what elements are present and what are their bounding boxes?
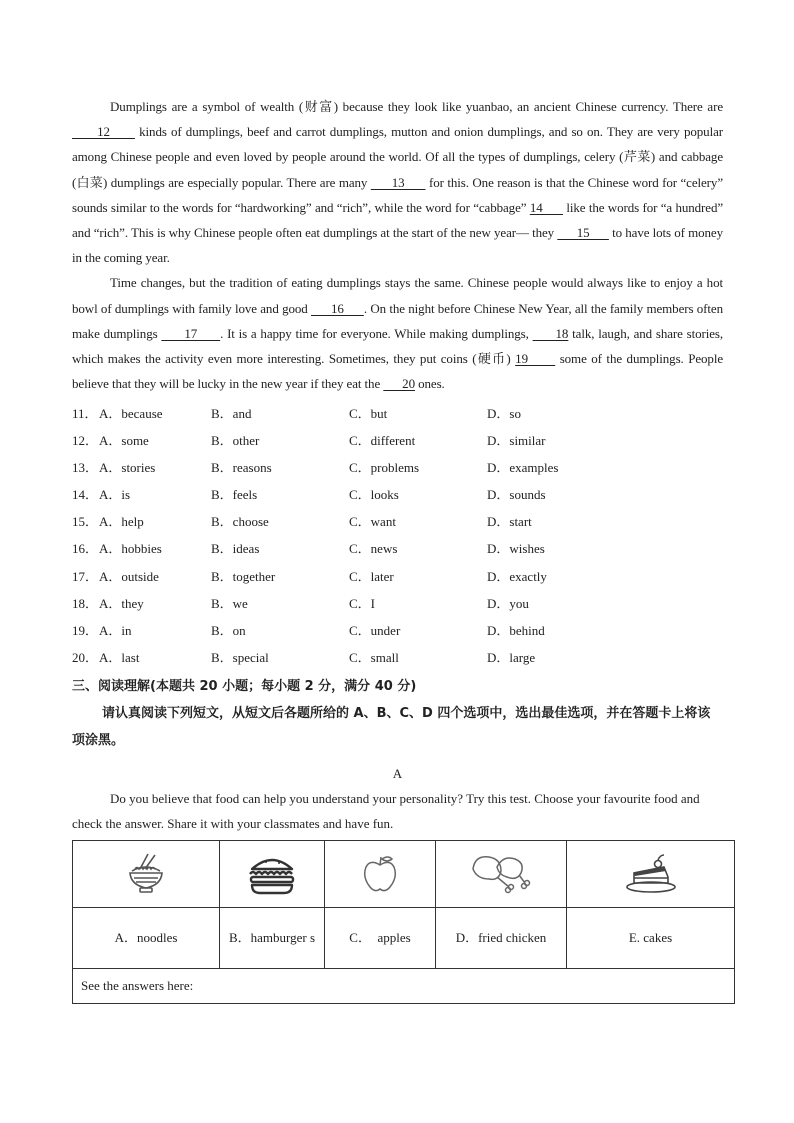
option-b: B．special: [211, 650, 269, 666]
food-table: [72, 840, 735, 1004]
section-heading: 三、阅读理解(本题共 20 小题；每小题 2 分，满分 40 分): [72, 679, 417, 695]
question-number: 11．: [72, 405, 98, 421]
option-d: D．similar: [487, 432, 546, 448]
option-b: B．feels: [211, 487, 258, 503]
option-c: C．problems: [349, 459, 420, 475]
food-label-apples: C． apples: [325, 908, 436, 969]
question-number: 12．: [72, 432, 99, 448]
question-number: 13．: [72, 459, 99, 475]
option-c: C．looks: [349, 487, 399, 503]
see-answers-text: See the answers here:: [73, 969, 735, 1004]
icon-cell: [325, 841, 436, 908]
option-a: A．last: [99, 650, 140, 666]
question-number: 16．: [72, 541, 99, 557]
question-number: 18．: [72, 595, 99, 611]
option-a: A．because: [99, 405, 163, 421]
options-list: [72, 398, 723, 670]
option-b: B．choose: [211, 514, 269, 530]
passage-paragraph-1: Dumplings are a symbol of wealth (财富) because they look like yuanbao, an ancient Chinese currency. There are 12 kinds of dumplings, beef and carrot dumplings, mutton and onion dumplings, and so on. They are very popular among Chinese people and even loved by people around the world. Of all the types of dumplings, celery (芹菜) and cabbage (白菜) dumplings are especially popular. There are many 13 for this. One reason is that the Chinese word for “celery” sounds similar to the words for “hardworking” and “rich”, while the word for “cabbage” 14 like the words for “a hundred” and “rich”. This is why Chinese people often eat dumplings at the start of the new year— they 15 to have lots of money in the coming year.: [72, 99, 724, 266]
option-row: [72, 398, 723, 425]
blank-15: 15: [557, 225, 609, 241]
option-b: B．together: [211, 568, 276, 584]
option-a: A．hobbies: [99, 541, 162, 557]
option-row: [72, 453, 723, 480]
option-b: B．reasons: [211, 459, 272, 475]
question-number: 15．: [72, 514, 99, 530]
option-a: A．outside: [99, 568, 159, 584]
option-c: C．under: [349, 623, 401, 639]
cake-icon: [567, 853, 734, 895]
food-label-fried-chicken: D．fried chicken: [436, 908, 567, 969]
option-row: [72, 507, 723, 534]
section-instruction: 请认真阅读下列短文，从短文后各题所给的 A、B、C、D 四个选项中，选出最佳选项，并在答题卡上将该项涂黑。: [72, 706, 711, 749]
passage-intro: Do you believe that food can help you understand your personality? Try this test. Choose your favourite food and check the answer. Share it with your classmates and have fun.: [72, 791, 700, 832]
icon-cell: [436, 841, 567, 908]
icon-cell: [567, 841, 735, 908]
option-a: A．help: [99, 514, 144, 530]
option-c: C．want: [349, 514, 396, 530]
option-a: A．in: [99, 623, 132, 639]
food-label-noodles: A．noodles: [73, 908, 220, 969]
food-label-cakes: E. cakes: [567, 908, 735, 969]
passage-paragraph-2: Time changes, but the tradition of eating dumplings stays the same. Chinese people would always like to enjoy a hot bowl of dumplings with family love and good 16 . On the night before Chinese New Year, all the family members often make dumplings 17 . It is a happy time for everyone. While making dumplings, 18 talk, laugh, and share stories, which makes the activity even more interesting. Sometimes, they put coins (硬币) 19 some of the dumplings. People believe that they will be lucky in the new year if they eat the 20 ones.: [72, 275, 724, 392]
fried-chicken-icon: [436, 851, 566, 897]
option-a: A．is: [99, 487, 131, 503]
option-d: D．exactly: [487, 568, 547, 584]
option-d: D．you: [487, 595, 529, 611]
option-row: [72, 643, 723, 670]
noodles-icon: [73, 851, 219, 897]
option-b: B．on: [211, 623, 246, 639]
option-row: [72, 616, 723, 643]
food-label-hamburgers: B．hamburger s: [220, 908, 325, 969]
option-c: C．news: [349, 541, 398, 557]
question-number: 20．: [72, 650, 99, 666]
blank-17: 17: [161, 325, 221, 341]
apple-icon: [325, 853, 435, 895]
icon-cell: [220, 841, 325, 908]
option-b: B．ideas: [211, 541, 260, 557]
option-row: [72, 562, 723, 589]
hamburger-icon: [220, 853, 324, 895]
option-d: D．behind: [487, 623, 545, 639]
blank-20: 20: [383, 376, 415, 392]
option-d: D．so: [487, 405, 521, 421]
option-b: B．and: [211, 405, 252, 421]
option-row: [72, 426, 723, 453]
option-b: B．we: [211, 595, 248, 611]
passage-label: A: [392, 766, 403, 782]
option-row: [72, 480, 723, 507]
option-c: C．but: [349, 405, 388, 421]
blank-19: 19: [515, 351, 556, 367]
option-c: C．small: [349, 650, 399, 666]
option-a: A．they: [99, 595, 144, 611]
option-row: [72, 534, 723, 561]
document-page: [72, 94, 723, 1004]
option-d: D．wishes: [487, 541, 545, 557]
label-row: [73, 908, 735, 969]
option-b: B．other: [211, 432, 260, 448]
blank-13: 13: [370, 174, 426, 190]
blank-16: 16: [311, 300, 364, 316]
option-a: A．stories: [99, 459, 156, 475]
option-a: A．some: [99, 432, 149, 448]
option-row: [72, 589, 723, 616]
blank-18: 18: [532, 325, 569, 341]
question-number: 19．: [72, 623, 99, 639]
question-number: 14．: [72, 487, 99, 503]
option-c: C．different: [349, 432, 416, 448]
icon-cell: [73, 841, 220, 908]
blank-14: 14: [529, 199, 563, 215]
option-d: D．examples: [487, 459, 559, 475]
option-c: C．later: [349, 568, 394, 584]
answers-row: [73, 969, 735, 1004]
option-c: C．I: [349, 595, 376, 611]
question-number: 17．: [72, 568, 99, 584]
icon-row: [73, 841, 735, 908]
option-d: D．large: [487, 650, 536, 666]
option-d: D．sounds: [487, 487, 546, 503]
blank-12: 12: [72, 124, 135, 140]
option-d: D．start: [487, 514, 532, 530]
